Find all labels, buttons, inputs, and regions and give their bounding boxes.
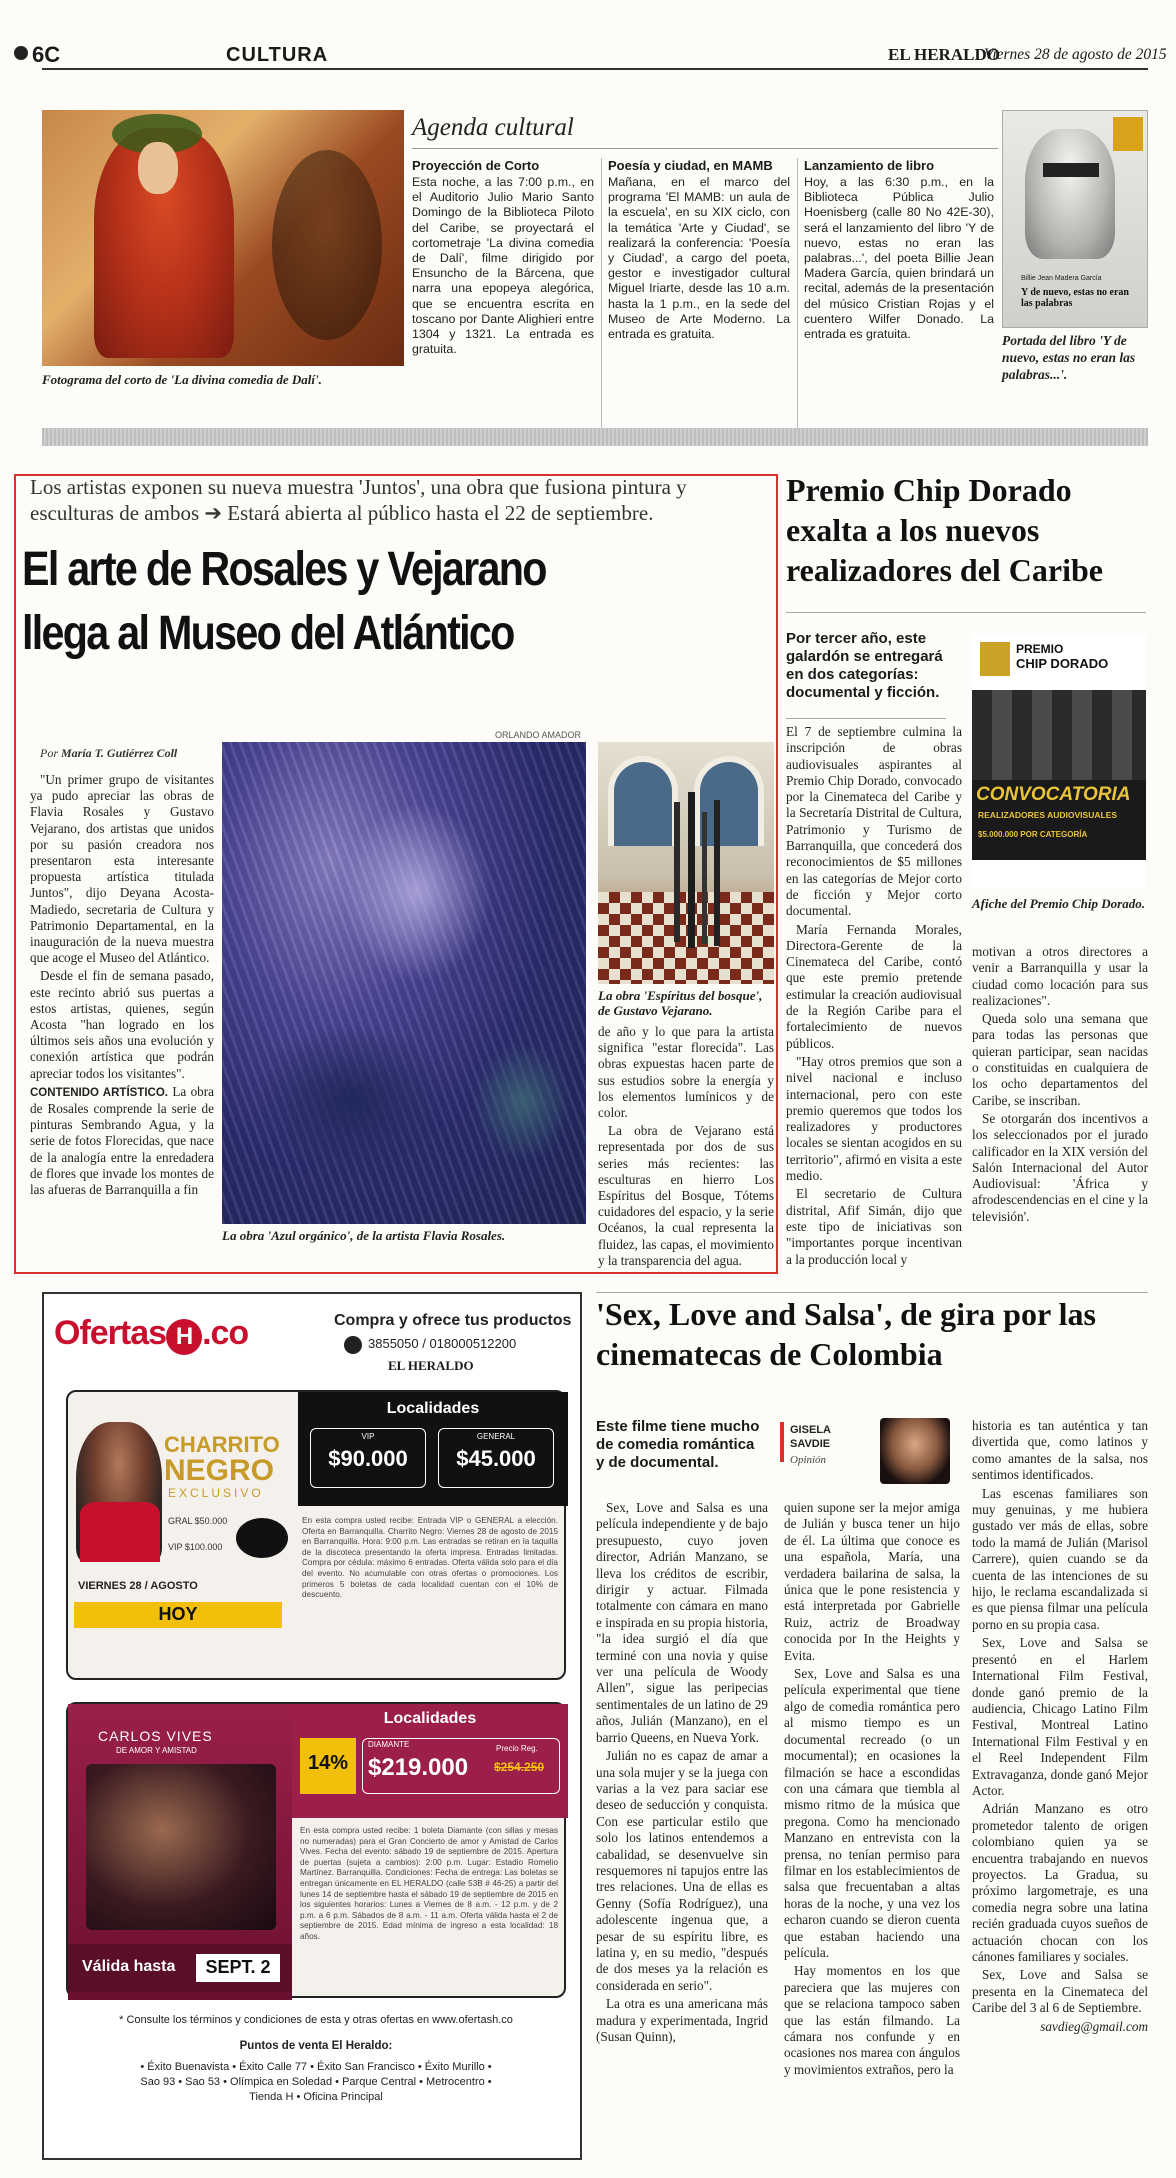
agenda-item-heading: Poesía y ciudad, en MAMB: [608, 158, 773, 173]
vip-label: VIP: [361, 1432, 375, 1441]
paragraph: Sex, Love and Salsa se presenta en la Cinemateca del Caribe del 3 al 6 de Septiembre.: [972, 1967, 1148, 2016]
coupon1-fine-print: En esta compra usted recibe: Entrada VIP o GENERAL a elección. Oferta en Barranquilla. Charrito Negro: Viernes 28 de agosto de 2015 en Barranquilla. Hora: 9:00 p.m. Las entradas se retiran en la taquilla de la discoteca presentando la oferta impresa. Entradas limitadas. Compra por cédula: máximo 6 entradas. Oferta válida solo para el día del evento. No acumulable con otras ofertas o promociones. Los primeros 5 boletas de cada localidad cuentan con el 10% de descuento.: [302, 1516, 558, 1600]
poster-film-strip: [972, 690, 1146, 780]
charrito-line2: NEGRO: [164, 1454, 275, 1487]
page-number: 6C: [32, 42, 61, 67]
agenda-item-body: Mañana, en el marco del programa 'El MAMB: un aula de la escuela', en su XIX ciclo, con la temática 'Arte y Ciudad', se realizará la conferencia: 'Poesía y Ciudad', a cargo del poeta, gestor e investigador cultural Miguel Iriarte, desde las 10 a.m. hasta la 1 p.m., en la sede del Museo de Arte Moderno. La entrada es gratuita.: [608, 175, 790, 342]
chip-poster-caption: Afiche del Premio Chip Dorado.: [972, 896, 1145, 911]
chip-deck-rule: [786, 718, 946, 719]
hoy-label: HOY: [158, 1604, 198, 1624]
carlos-vives-name: CARLOS VIVES: [98, 1728, 213, 1744]
painting-light-patch: [342, 802, 492, 982]
book-cover-band: [1043, 163, 1099, 177]
sculpture-post: [702, 812, 707, 944]
charrito-line1: CHARRITO: [164, 1432, 280, 1457]
headline-line: llega al Museo del Atlántico: [22, 607, 514, 660]
diamond-price: $219.000: [368, 1754, 469, 1781]
agenda-title-rule: [412, 148, 998, 149]
paragraph: Se otorgarán dos incentivos a los seleccionados por el jurado calificador en la XIX versión del Salón Internacional del Autor Audiovisual: 'África y afrodescendencias en el cine y la televisión'.: [972, 1110, 1148, 1224]
main-col1: [30, 772, 214, 1260]
checkered-floor: [598, 892, 774, 984]
ofertas-logo: [54, 1314, 248, 1355]
paragraph: de año y lo que para la artista significa "estar florecida". Las obras expuestas hacen parte de sus estudios sobre la energía y los elementos lumínicos y de color.: [598, 1024, 774, 1121]
book-cover-image: [1002, 110, 1148, 328]
paragraph: "Un primer grupo de visitantes ya pudo apreciar las obras de Flavia Rosales y Gustavo Vejarano, dos artistas que unidos por su pasión creadora nos presentaron esta interesante propuesta artística titulada Juntos", dijo Deyana Acosta-Madiedo, secretaria de Cultura y Patrimonio Departamental, en la inauguración de la nueva muestra que acoge el Museo del Atlántico.: [30, 772, 214, 966]
dali-face-shape: [138, 142, 178, 194]
agenda-item-heading: Proyección de Corto: [412, 158, 540, 173]
poster-title: CHIP DORADO: [1016, 656, 1109, 671]
author-box: [780, 1418, 960, 1490]
agenda-title: Agenda cultural: [412, 114, 574, 141]
valid-label: Válida hasta: [82, 1958, 176, 1975]
author-email: savdieg@gmail.com: [1040, 2018, 1148, 2034]
coupon2-fine-print: En esta compra usted recibe: 1 boleta Diamante (con sillas y mesas no numeradas) para el Gran Concierto de amor y Amistad de Carlos Vives. Fecha del evento: sábado 19 de septiembre de 2015. Apertura de puertas (sujeta a cambios): 2:00 p.m. Lugar: Estadio Romelio Martínez. Barranquilla. Condiciones: Fecha de entrega: Las boletas se entregan únicamente en EL HERALDO (calle 53B # 46-25) a partir del lunes 14 de septiembre hasta el sábado 19 de septiembre de 2015 en los siguientes horarios: Lunes a Viernes de 8 a.m. - 12 p.m. y de 2 p.m. a 6 p.m. Sábados de 8 a.m. - 11 a.m. Oferta válida hasta el 2 de septiembre de 2015. Edad mínima de ingreso a esta localidad: 18 años.: [300, 1826, 558, 1941]
ofertas-brand: Ofertas: [54, 1314, 167, 1352]
author-first-name: GISELA: [790, 1424, 831, 1436]
poster-line: REALIZADORES AUDIOVISUALES: [978, 810, 1118, 820]
poster-footer: [972, 860, 1146, 888]
paragraph: quien supone ser la mejor amiga de Julián y busca tener un hijo de él. La última que conoce es una española, María, una verdadera bailarina de salsa, la única que le pone resistencia y está interpretada por Gabrielle Ruiz, actriz de Broadway conocida por In the Heights y Evita.: [784, 1500, 960, 1663]
carlos-vives-sub: DE AMOR Y AMISTAD: [116, 1746, 197, 1755]
book-cover-badge: [1113, 117, 1143, 151]
page-date: Viernes 28 de agosto de 2015: [984, 46, 1167, 63]
book-caption: Portada del libro 'Y de nuevo, estas no eran las palabras...'.: [1002, 333, 1136, 382]
paragraph: Desde el fin de semana pasado, este recinto abrió sus puertas a estos artistas, quienes, según Acosta "han logrado en los últimos seis años una evolución y conexión artística que podrán apreciar todos los visitantes".: [30, 968, 214, 1081]
ofertas-terms: * Consulte los términos y condiciones de esta y otras ofertas en www.ofertash.co: [119, 2014, 513, 2026]
paragraph: La otra es una americana más madura y experimentada, Ingrid (Susan Quinn),: [596, 1996, 768, 2044]
venue-logo-icon: [236, 1518, 288, 1558]
painting-dark-patch: [252, 1022, 452, 1182]
chip-poster: [972, 634, 1146, 888]
regular-price: $254.250: [494, 1760, 545, 1774]
sculpture-post: [674, 802, 680, 942]
small-general-price: GRAL $50.000: [168, 1516, 228, 1526]
ofertas-paper: EL HERALDO: [388, 1358, 474, 1373]
poster-convocatoria: CONVOCATORIA: [976, 784, 1131, 805]
museum-arch: [608, 756, 678, 846]
section-separator: [42, 428, 1148, 446]
book-cover-statue: [1025, 129, 1115, 259]
header-rule: [42, 68, 1148, 70]
paragraph: Sex, Love and Salsa es una película experimental que tiene algo de comedia romántica pero al mismo tiempo es un documental recreado (o un mocumental); en ocasiones la filmación se hace a escondidas con una cámara que tiembla al mismo ritmo de la música que pregona. Como ha mencionado Manzano en entrevista con la prensa, no tenían permiso para filmar en los establecimientos de salsa que frecuentaban a altas horas de la noche, y una vez los echaron cuando se dieron cuenta que estaban haciendo una película.: [784, 1666, 960, 1960]
discount-value: 14%: [307, 1752, 349, 1774]
painting-azul-organico: [222, 742, 586, 1224]
valid-date: SEPT. 2: [205, 1957, 271, 1977]
tier-label: DIAMANTE: [368, 1740, 410, 1749]
paragraph: Hay momentos en los que pareciera que las mujeres con que se relaciona tampoco saben que las están filmando. La cámara nos confunde y en ocasiones nos marea con ángulos y movimientos extraños, pero la: [784, 1963, 960, 2077]
agenda-item: [608, 158, 790, 342]
byline-prefix: Por: [40, 746, 58, 760]
side-photo-caption: La obra 'Espíritus del bosque', de Gustavo Vejarano.: [598, 988, 763, 1018]
author-role: Opinión: [790, 1454, 827, 1466]
paragraph: motivan a otros directores a venir a Barranquilla y usar la ciudad como locación para sus realizaciones".: [972, 944, 1148, 1008]
painting-green-patch: [472, 1042, 572, 1162]
paragraph: La obra de Rosales comprende la serie de pinturas Sembrando Agua, y la serie de fotos Florecidas, que nace de la analogía entre la enredadera de flores que invade los montes de las afueras de Barranquilla a fin: [30, 1083, 215, 1198]
carlos-vives-photo: [86, 1764, 276, 1930]
agenda-item-body: Hoy, a las 6:30 p.m., en la Biblioteca Pública Julio Hoenisberg (calle 80 No 42E-30), será el lanzamiento del libro 'Y de nuevo, estas no eran las palabras...', del poeta Billie Jean Madera García, quien brindará un recital, además de la presentación del músico Cristian Rojas y el cuentero Wilfer Donado. La entrada es gratuita.: [804, 175, 994, 342]
chip-deck: Por tercer año, este galardón se entregará en dos categorías: documental y ficción.: [786, 630, 943, 701]
coupon-date: VIERNES 28 / AGOSTO: [78, 1580, 198, 1592]
sculpture-photo: [598, 742, 774, 984]
agenda-item-heading: Lanzamiento de libro: [804, 158, 935, 173]
binding-hole-icon: [14, 46, 28, 60]
agenda-section: [42, 100, 1148, 430]
byline-author: María T. Gutiérrez Coll: [61, 746, 178, 760]
ofertas-ad: [42, 1292, 582, 2160]
main-photo-caption: La obra 'Azul orgánico', de la artista Flavia Rosales.: [222, 1228, 506, 1243]
general-label: GENERAL: [476, 1432, 516, 1441]
dali-film-still: [42, 110, 404, 366]
chip-headline-rule: [786, 612, 1146, 613]
dali-caption: Fotograma del corto de 'La divina comedia de Dalí'.: [42, 372, 322, 387]
ofertas-phones: 3855050 / 018000512200: [368, 1336, 517, 1351]
paragraph: El 7 de septiembre culmina la inscripción de obras audiovisuales aspirantes al Premio Chip Dorado, convocado por la Cinemateca del Caribe y la Secretaría Distrital de Cultura, Patrimonio y Turismo de Barranquilla, que concederá dos reconocimientos de $5 millones en las categorías de Mejor corto de ficción y Mejor corto documental.: [786, 724, 962, 919]
agenda-item-body: Esta noche, a las 7:00 p.m., en el Auditorio Julio Mario Santo Domingo de la Biblioteca Piloto del Caribe, se proyectará el cortometraje 'La divina comedia de Dalí', filme dirigido por Ensuncho de la Bárcena, que narra una epopeya alegórica, que se encuentra escrita en toscano por Dante Alighieri entre 1304 y 1321. La entrada es gratuita.: [412, 175, 594, 357]
paragraph: La obra de Vejarano está representada por dos de sus series más recientes: las esculturas en hierro Los Espíritus del Bosque, Tótems cuidadores del espacio, y la serie Océanos, la cual representa la fluidez, las capas, el movimiento y la transparencia del agua.: [598, 1123, 774, 1268]
subhead: CONTENIDO ARTÍSTICO.: [30, 1086, 168, 1099]
sls-deck: Este filme tiene mucho de comedia romántica y de documental.: [596, 1418, 760, 1471]
paragraph: historia es tan auténtica y tan divertida que, como latinos y como amantes de la salsa, nos sentimos identificados.: [972, 1418, 1148, 1483]
chip-headline: Premio Chip Dorado exalta a los nuevos realizadores del Caribe: [786, 472, 1103, 588]
poster-amount: $5.000.000 POR CATEGORÍA: [978, 830, 1088, 839]
phone-icon: [344, 1336, 362, 1354]
ofertas-tagline: Compra y ofrece tus productos: [334, 1312, 572, 1329]
vip-price: $90.000: [328, 1446, 408, 1471]
headline-line: El arte de Rosales y Vejarano: [22, 543, 546, 596]
main-article-deck: Los artistas exponen su nueva muestra 'Juntos', una obra que fusiona pintura y esculturas de ambos ➔ Estará abierta al público hasta el 22 de septiembre.: [30, 475, 687, 525]
sls-top-rule: [596, 1292, 1148, 1293]
ofertas-suffix: .co: [202, 1314, 249, 1352]
general-price: $45.000: [456, 1446, 536, 1471]
page-header: [0, 0, 1176, 72]
author-avatar: [880, 1418, 950, 1484]
main-article-headline: [22, 538, 667, 666]
sales-points: • Éxito Buenavista • Éxito Calle 77 • Éxito San Francisco • Éxito Murillo • Sao 93 • Sao 53 • Olímpica en Soledad • Parque Central • Metrocentro • Tienda H • Oficina Principal: [140, 2061, 492, 2103]
author-accent-bar: [780, 1422, 784, 1462]
agenda-divider: [601, 158, 602, 428]
coupon-charrito: [66, 1390, 566, 1680]
agenda-divider: [797, 158, 798, 428]
sales-title: Puntos de venta El Heraldo:: [239, 2040, 393, 2052]
paragraph: "Hay otros premios que son a nivel nacional e incluso internacional, pero con este premio queremos que todos los realizadores y productores locales se sientan acogidos en su territorio", afirmó en visita a este medio.: [786, 1053, 963, 1184]
charrito-shirt-shape: [80, 1502, 160, 1562]
main-col3: [598, 1024, 774, 1268]
charrito-line3: EXCLUSIVO: [168, 1486, 264, 1500]
section-name: CULTURA: [226, 44, 329, 66]
sls-col3: [972, 1418, 1148, 2164]
ofertas-h-badge: H: [166, 1319, 202, 1355]
chip-col1: [786, 724, 963, 1267]
coupon2-header: Localidades: [383, 1710, 477, 1727]
sculpture-post: [688, 792, 695, 948]
agenda-item: [804, 158, 994, 342]
book-cover-title: Y de nuevo, estas no eran las palabras: [1021, 287, 1129, 309]
paragraph: Sex, Love and Salsa es una película independiente y de bajo presupuesto, cuyo joven director, Adrián Manzano, se lleva los créditos de escribir, dirigir y actuar. Filmada totalmente con cámara en mano e inspirada en su propia historia, "la idea surgió el día que terminé con una novia y quise ver una película de Woody Allen", sigue las peripecias sentimentales de un latino de 29 años, Julián (Manzano), en el barrio Queens, en Nueva York.: [596, 1500, 768, 1745]
byline: [40, 746, 177, 761]
coupon-carlos-vives: [66, 1702, 566, 1998]
chip-col2: [972, 944, 1148, 1264]
dali-background-tree: [272, 150, 382, 340]
small-vip-price: VIP $100.000: [168, 1542, 223, 1552]
paragraph: Queda solo una semana que para todas las personas que quieran participar, sean nacidas o constituidas en cualquiera de los ocho departamentos del Caribe, se inscriban.: [972, 1011, 1148, 1108]
paragraph: Las escenas familiares son muy genuinas, y me hubiera gustado ver más de ellas, sobre todo la mamá de Julián (Marisol Carrere), quien cuando se da cuenta de las intenciones de su hijo, le reclama escandalizada si es que piensa filmar una película porno en su propia casa.: [972, 1485, 1148, 1632]
agenda-item: [412, 158, 594, 357]
sls-headline: 'Sex, Love and Salsa', de gira por las cinematecas de Colombia: [596, 1296, 1096, 1372]
sculpture-post: [714, 800, 720, 946]
paragraph: María Fernanda Morales, Directora-Gerente de la Cinemateca del Caribe, contó que este premio pretende estimular la creación audiovisual de la Región Caribe para el fortalecimiento de nuevos públicos.: [786, 921, 962, 1051]
sls-col1: [596, 1500, 768, 2164]
regular-label: Precio Reg.: [496, 1744, 538, 1753]
paper-name: EL HERALDO: [888, 45, 1000, 64]
sls-col2: [784, 1500, 960, 2164]
paragraph: Julián no es capaz de amar a una sola mujer y se la juega con varias a la vez para saciar ese deseo de seducción y conquista. Con ese particular estilo que solo los latinos entendemos a cabalidad, se desenvuelve sin resquemores ni tapujos entre las tres relaciones. Una de ellas es Genny (Sofía Rodríguez), una adolescente ingenua que, a pesar de su espíritu libre, es latina y, en su medio, "después de dos meses ya la relación es considerada en serio".: [596, 1748, 768, 1993]
coupon-header: Localidades: [386, 1400, 480, 1417]
paragraph: Sex, Love and Salsa se presentó en el Harlem International Film Festival, donde ganó premio de la audiencia, Chicago Latino Film Festival, Montreal Latino International Film Festival y en el Reel Independent Film Extravaganza, donde ganó Mejor Actor.: [972, 1635, 1148, 1798]
paragraph: El secretario de Cultura distrital, Afif Simán, dijo que este tipo de iniciativas son "importantes porque incentivan a la producción local y: [786, 1186, 962, 1267]
poster-title-small: PREMIO: [1016, 642, 1064, 656]
author-last-name: SAVDIE: [790, 1438, 831, 1450]
book-cover-author: Billie Jean Madera García: [1021, 275, 1102, 282]
poster-logo-icon: [980, 642, 1010, 676]
paragraph: Adrián Manzano es otro prometedor talento de origen colombiano quien ya se encuentra trabajando en nuevos proyectos. La Gradua, su próximo largometraje, es una comedia negra sobre una latina recién graduada cuyos sueños de actuación chocan con los cánones familiares y sociales.: [972, 1801, 1148, 1964]
photo-credit: ORLANDO AMADOR: [495, 730, 582, 740]
